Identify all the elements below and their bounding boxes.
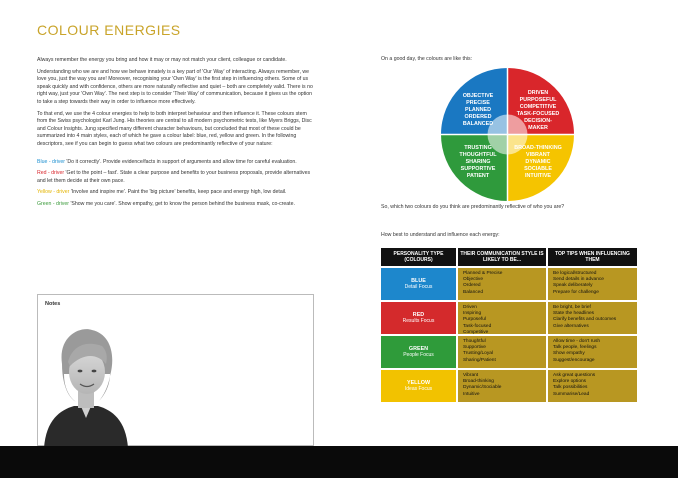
footer-bar <box>0 446 678 478</box>
wheel-red-3: COMPETITIVE <box>519 104 557 110</box>
list-item: Objective <box>463 277 483 283</box>
list-item: Summarise/Lead <box>553 391 590 397</box>
driver-red-label: Red - driver <box>37 170 65 177</box>
list-item: Allow time - don't rush <box>553 339 601 344</box>
type-name: GREEN <box>408 345 429 352</box>
energy-table <box>381 248 637 404</box>
wheel-red-4: TASK-FOCUSED <box>516 111 560 117</box>
list-item: Vibrant <box>463 373 479 378</box>
list-item: Show empathy <box>553 351 585 357</box>
wheel-red-5: DECISION- <box>524 118 552 124</box>
list-item: Be bright, be brief <box>553 305 591 310</box>
list-item: Inspiring <box>463 311 482 317</box>
list-item: Supportive <box>463 345 486 351</box>
table-row <box>381 302 637 334</box>
driver-green-label: Green - driver <box>37 200 69 207</box>
wheel-yellow-1: BROAD-THINKING <box>514 145 562 151</box>
table-row <box>381 268 637 300</box>
top-tips-cell <box>548 268 637 300</box>
wheel-red-2: PURPOSEFUL <box>519 97 557 103</box>
wheel-blue-4: ORDERED <box>464 114 492 120</box>
wheel-green-4: SUPPORTIVE <box>460 166 496 172</box>
list-item: Competitive <box>463 329 489 335</box>
list-item: Sharing/Patient <box>463 357 496 363</box>
driver-green-text: 'Show me you care'. Show empathy, get to know the person behind the business mask, co-create. <box>69 200 295 207</box>
header-top-tips: TOP TIPS WHEN INFLUENCING THEM <box>548 248 637 266</box>
list-item: Give alternatives <box>553 323 589 329</box>
driver-red-text: 'Get to the point – fast'. State a clear purpose and benefits to your business proposals, provide alternatives and let them decide at their own pace. <box>37 170 311 184</box>
list-item: Task-focused <box>463 323 492 329</box>
communication-style-cell <box>458 336 546 368</box>
header-personality-type: PERSONALITY TYPE (COLOURS) <box>381 248 456 266</box>
list-item: Ordered <box>463 283 481 289</box>
wheel-blue-3: PLANNED <box>464 107 492 113</box>
table-header-row <box>381 248 637 266</box>
list-item: Explore options <box>553 379 587 385</box>
list-item: Speak deliberately <box>553 283 593 289</box>
type-name: RED <box>412 311 425 318</box>
communication-style-cell <box>458 302 546 334</box>
list-item: Planned & Precise <box>463 271 503 276</box>
good-day-caption: On a good day, the colours are like this: <box>381 56 473 62</box>
driver-green <box>37 201 314 209</box>
wheel-blue-2: PRECISE <box>466 100 490 106</box>
wheel-yellow-4: SOCIABLE <box>524 166 552 172</box>
type-focus: Detail Focus <box>404 284 433 290</box>
top-tips-cell <box>548 336 637 368</box>
list-item: Talk people, feelings <box>553 345 597 351</box>
top-tips-cell <box>548 370 637 402</box>
wheel-green-2: THOUGHTFUL <box>459 152 497 158</box>
driver-yellow-text: 'Involve and inspire me'. Paint the 'big picture' benefits, keep pace and energy high, low detail. <box>69 189 287 196</box>
list-item: Dynamic/Sociable <box>463 385 502 391</box>
wheel-green-1: TRUSTING <box>464 145 492 151</box>
communication-style-cell <box>458 268 546 300</box>
list-item: Driven <box>463 305 477 310</box>
reflection-question: So, which two colours do you think are predominantly reflective of who you are? <box>381 204 565 210</box>
notes-label: Notes <box>45 301 61 307</box>
list-item: Balanced <box>463 289 484 295</box>
driver-blue-text: 'Do it correctly'. Provide evidence/facts in support of arguments and allow time for careful evaluation. <box>64 158 297 165</box>
colour-energy-wheel <box>440 67 575 202</box>
driver-red <box>37 170 314 185</box>
list-item: Thoughtful <box>463 339 486 344</box>
table-row <box>381 370 637 402</box>
driver-yellow <box>37 189 314 197</box>
wheel-red-1: DRIVEN <box>527 90 549 96</box>
list-item: Suggest/encourage <box>553 357 595 363</box>
type-focus: Results Focus <box>402 318 435 324</box>
personality-type-cell <box>381 336 456 368</box>
list-item: Broad-thinking <box>463 379 494 385</box>
intro-paragraph: Understanding who we are and how we behave innately is a key part of 'Our Way' of interacting. Always remember, we love you, just the way you are! Moreover, recognising your 'Own Way' is the first step in influencing others. Some of us speak quickly and with confidence, others are more naturally reflective and quiet – both are completely valid. There is no right way, just your 'Own Way'. The next step is to consider 'Their Way' of communication, because it gives us the option to take a step towards their way in order to influence more effectively. <box>37 68 313 105</box>
intro-text <box>37 57 314 213</box>
list-item: Send details in advance <box>553 277 604 283</box>
driver-blue-label: Blue - driver <box>37 158 65 165</box>
driver-blue <box>37 159 314 167</box>
intro-paragraph: Always remember the energy you bring and how it may or may not match your client, colleague or candidate. <box>37 57 287 63</box>
wheel-blue-1: OBJECTIVE <box>462 93 494 99</box>
communication-style-cell <box>458 370 546 402</box>
top-tips-cell <box>548 302 637 334</box>
type-focus: People Focus <box>403 352 434 358</box>
wheel-blue-5: BALANCED <box>462 121 494 127</box>
list-item: State the headlines <box>553 311 595 317</box>
personality-type-cell <box>381 268 456 300</box>
list-item: Be logical/structured <box>553 271 597 276</box>
header-communication-style: THEIR COMMUNICATION STYLE IS LIKELY TO BE... <box>458 248 546 266</box>
personality-type-cell <box>381 302 456 334</box>
table-row <box>381 336 637 368</box>
list-item: Talk possibilities <box>553 385 588 391</box>
type-name: BLUE <box>411 277 426 284</box>
wheel-red-6: MAKER <box>528 125 548 131</box>
page-title: COLOUR ENERGIES <box>37 22 181 38</box>
person-photo <box>40 324 132 448</box>
wheel-yellow-2: VIBRANT <box>526 152 550 158</box>
driver-yellow-label: Yellow - driver <box>37 189 70 196</box>
wheel-yellow-3: DYNAMIC <box>525 159 551 165</box>
list-item: Trusting/Loyal <box>463 351 493 357</box>
wheel-green-5: PATIENT <box>466 173 490 179</box>
list-item: Ask great questions <box>553 373 596 378</box>
list-item: Intuitive <box>463 391 480 397</box>
wheel-yellow-5: INTUITIVE <box>524 173 552 179</box>
type-focus: Ideas Focus <box>404 386 433 392</box>
list-item: Prepare for challenge <box>553 289 599 295</box>
list-item: Clarify benefits and outcomes <box>553 317 617 323</box>
influence-heading: How best to understand and influence each energy: <box>381 232 500 238</box>
intro-paragraph: To that end, we use the 4 colour energies to help to both interpret behaviour and then influence it. These colours stem from the Swiss psychologist Karl Jung. His theories are central to all modern psychometric tests, like Myers Briggs, Disc and Colour Insights. Jung specified many different character behaviours, but concluded that most of these could be summarized into 4 main styles, each of which he gave a colour label: blue, red, yellow and green. In the following descriptors, see if you can begin to guess what two colours are predominantly reflective of your nature: <box>37 110 312 147</box>
type-name: YELLOW <box>406 379 431 386</box>
list-item: Purposeful <box>463 317 486 323</box>
wheel-green-3: SHARING <box>465 159 491 165</box>
personality-type-cell <box>381 370 456 402</box>
